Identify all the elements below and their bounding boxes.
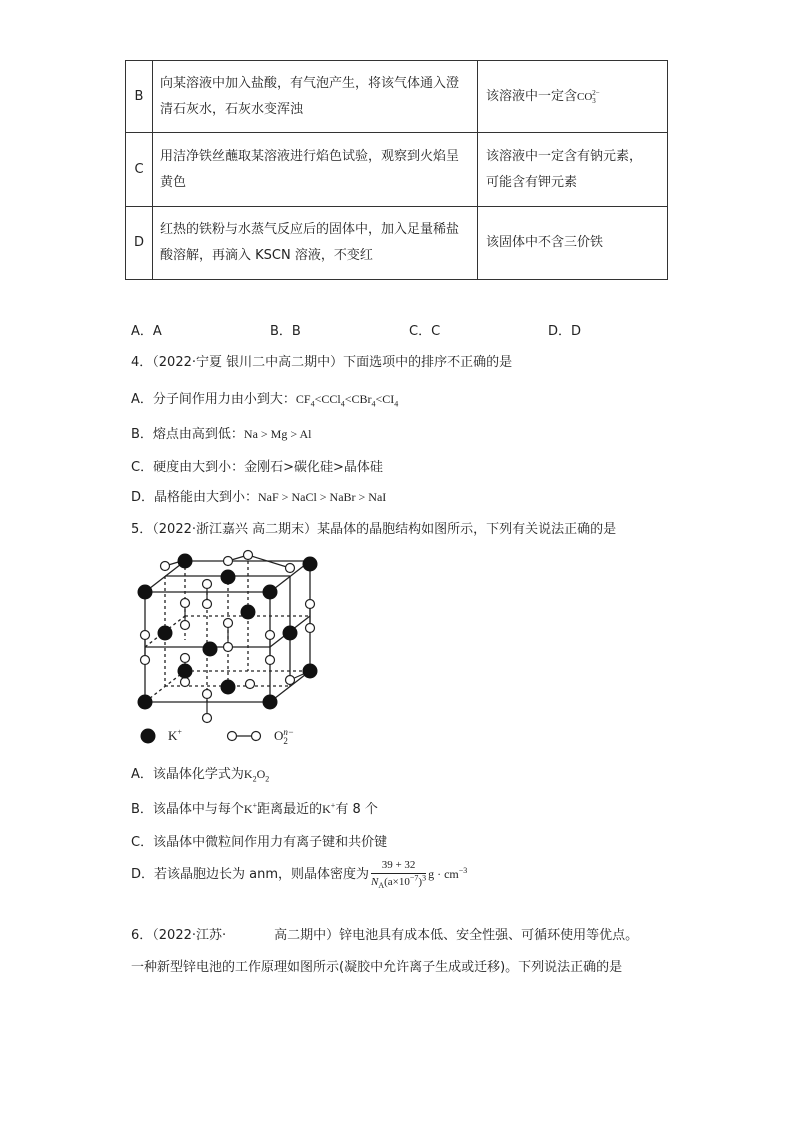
legend-k-label: K+ [168, 727, 182, 743]
question-5-stem: 5．（2022·浙江嘉兴 高二期末）某晶体的晶胞结构如图所示，下列有关说法正确的是 [131, 522, 617, 537]
row-key: D [126, 207, 153, 280]
table-row [126, 133, 668, 207]
row-key: C [126, 133, 153, 207]
question-4-stem: 4．（2022·宁夏 银川二中高二期中）下面选项中的排序不正确的是 [131, 355, 513, 370]
question-5-option-d: D．若该晶胞边长为 anm，则晶体密度为 $\frac{39 + 32}{N_A(a\times 10^{-7})^3}$ $g \cdot cm^{-3}$ [131, 859, 468, 891]
row-description: 用洁净铁丝蘸取某溶液进行焰色试验，观察到火焰呈 黄色 [153, 133, 478, 207]
question-5-option-b: B．该晶体中与每个K+距离最近的K+有 8 个 [131, 801, 378, 817]
question-6-line-2: 一种新型锌电池的工作原理如图所示(凝胶中允许离子生成或迁移)。下列说法正确的是 [131, 960, 623, 975]
row-conclusion: 该溶液中一定含CO 2− 3 [478, 61, 668, 133]
row-description: 向某溶液中加入盐酸，有气泡产生，将该气体通入澄 清石灰水，石灰水变浑浊 [153, 61, 478, 133]
question-4-option-c: C．硬度由大到小：金刚石>碳化硅>晶体硅 [131, 460, 383, 475]
question-6-line-1: 6．（2022·江苏· 高二期中）锌电池具有成本低、安全性强、可循环使用等优点。 [131, 928, 639, 943]
question-4-option-d: D．晶格能由大到小：NaF > NaCl > NaBr > NaI [131, 490, 387, 505]
q3-choices [131, 320, 731, 338]
legend-o2-label: O n− 2 [274, 727, 294, 747]
choice-a: A．A [131, 324, 162, 339]
row-conclusion: 该溶液中一定含有钠元素， 可能含有钾元素 [478, 133, 668, 207]
o2-legend-icon [228, 732, 261, 741]
table-row [126, 61, 668, 133]
table-row [126, 207, 668, 280]
row-conclusion: 该固体中不含三价铁 [478, 207, 668, 280]
choice-d: D．D [548, 324, 582, 339]
row-key: B [126, 61, 153, 133]
question-4-option-b: B．熔点由高到低：Na > Mg > Al [131, 427, 312, 442]
density-fraction: $\frac{39 + 32}{N_A(a\times 10^{-7})^3}$ [371, 859, 427, 891]
choice-c: C．C [409, 324, 441, 339]
question-5-option-a: A．该晶体化学式为$K_2O_2$ [131, 767, 270, 784]
options-table [125, 60, 668, 280]
choice-b: B．B [270, 324, 301, 339]
question-4-option-a: A．分子间作用力由小到大：$CF_4<CCl_4<CBr_4<CI_4$ [131, 392, 399, 409]
row-description: 红热的铁粉与水蒸气反应后的固体中，加入足量稀盐 酸溶解，再滴入 KSCN 溶液，不变红 [153, 207, 478, 280]
k-ion-legend-icon [141, 729, 156, 744]
question-5-option-c: C．该晶体中微粒间作用力有离子键和共价键 [131, 835, 388, 850]
crystal-cell-diagram [133, 548, 323, 748]
